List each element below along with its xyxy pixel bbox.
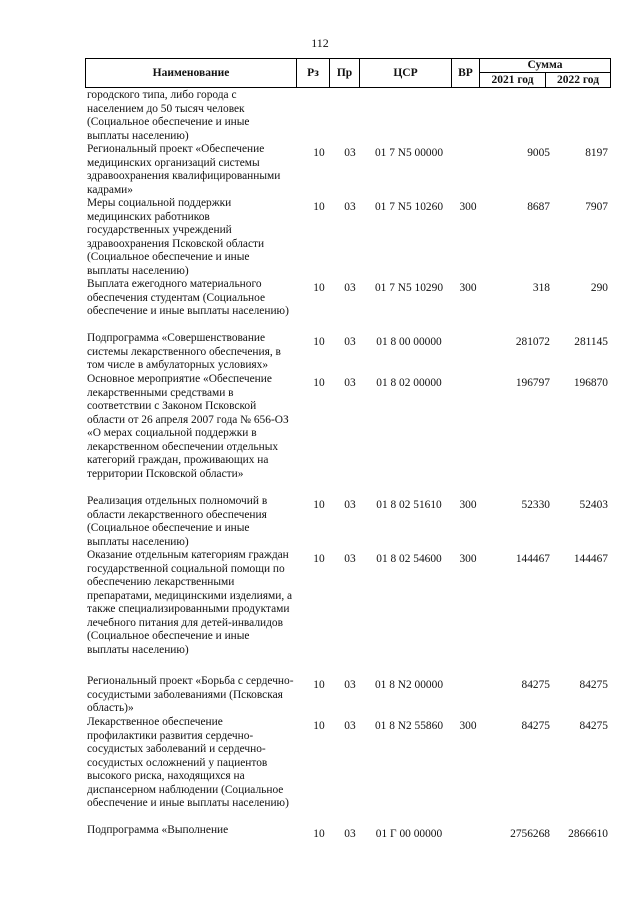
row-pr: 03 — [344, 720, 356, 732]
row-sum-2022: 196870 — [573, 377, 608, 389]
table-row — [87, 332, 610, 373]
header-csr: ЦСР — [360, 59, 452, 88]
row-csr: 01 7 N5 10260 — [374, 201, 444, 213]
row-sum-2021: 9005 — [527, 147, 550, 159]
row-csr: 01 8 02 00000 — [376, 377, 442, 389]
row-sum-2021: 144467 — [515, 553, 550, 565]
row-csr: 01 7 N5 10290 — [374, 282, 444, 294]
row-name: Региональный проект «Борьба с сердечно-сосудистыми заболеваниями (Псковская область)» — [87, 675, 294, 714]
header-name: Наименование — [86, 59, 297, 88]
row-sum-2022: 84275 — [579, 679, 608, 691]
row-name: Основное мероприятие «Обеспечение лекарственными средствами в соответствии с Законом Псковской области от 26 апреля 2007 года № 656-ОЗ «О мерах социальной поддержки в лекарственном обеспечении отдельных категорий граждан, проживающих на территории Псковской области» — [87, 373, 289, 480]
row-csr: 01 8 02 54600 — [376, 553, 442, 565]
row-sum-2021: 84275 — [521, 720, 550, 732]
table-row — [87, 675, 610, 716]
row-sum-2021: 2756268 — [510, 828, 550, 840]
row-name: Выплата ежегодного материального обеспечения студентам (Социальное обеспечение и иные выплаты населению) — [87, 278, 289, 317]
row-vr: 300 — [459, 201, 477, 213]
row-pr: 03 — [344, 553, 356, 565]
row-sum-2022: 7907 — [585, 201, 608, 213]
row-csr: 01 8 N2 00000 — [374, 679, 444, 691]
row-csr: 01 8 00 00000 — [376, 336, 442, 348]
row-sum-2022: 281145 — [574, 336, 608, 348]
row-name: Подпрограмма «Выполнение — [87, 824, 229, 836]
row-vr: 300 — [459, 720, 477, 732]
row-rz: 10 — [313, 201, 325, 213]
row-rz: 10 — [313, 499, 325, 511]
row-rz: 10 — [313, 828, 325, 840]
row-sum-2022: 144467 — [573, 553, 608, 565]
table-row — [87, 89, 610, 143]
table-row — [87, 143, 610, 197]
row-name: Реализация отдельных полномочий в области лекарственного обеспечения (Социальное обеспечение и иные выплаты населению) — [87, 495, 268, 548]
row-rz: 10 — [313, 336, 325, 348]
row-sum-2022: 52403 — [579, 499, 608, 511]
header-vr: ВР — [452, 59, 480, 88]
table-row — [87, 495, 610, 549]
row-sum-2022: 84275 — [579, 720, 608, 732]
row-pr: 03 — [344, 828, 356, 840]
row-pr: 03 — [344, 377, 356, 389]
row-sum-2021: 84275 — [521, 679, 550, 691]
row-rz: 10 — [313, 377, 325, 389]
row-pr: 03 — [344, 679, 356, 691]
table-header — [85, 58, 611, 88]
row-name: Подпрограмма «Совершенствование системы лекарственного обеспечения, в том числе в амбулаторных условиях» — [87, 332, 281, 371]
row-vr: 300 — [459, 499, 477, 511]
row-sum-2021: 196797 — [515, 377, 550, 389]
row-vr: 300 — [459, 282, 477, 294]
table-row — [87, 824, 610, 844]
row-name: Лекарственное обеспечение профилактики развития сердечно-сосудистых заболеваний и сердечно-сосудистых осложнений у пациентов высокого риска, находящихся на диспансерном наблюдении (Социальное обеспечение и иные выплаты населению) — [87, 716, 289, 809]
row-pr: 03 — [344, 282, 356, 294]
row-csr: 01 8 N2 55860 — [374, 720, 444, 732]
table-body — [87, 89, 610, 844]
table-row — [87, 278, 610, 332]
row-pr: 03 — [344, 147, 356, 159]
row-rz: 10 — [313, 720, 325, 732]
header-rz: Рз — [297, 59, 330, 88]
table-row — [87, 549, 610, 675]
row-name: Оказание отдельным категориям граждан государственной социальной помощи по обеспечению лекарственными препаратами, медицинскими изделиями, а также специализированными продуктами лечебного питания для детей-инвалидов (Социальное обеспечение и иные выплаты населению) — [87, 549, 293, 656]
header-year-2022: 2022 год — [546, 73, 611, 88]
row-pr: 03 — [344, 499, 356, 511]
header-sum: Сумма — [480, 59, 611, 73]
row-csr: 01 8 02 51610 — [376, 499, 442, 511]
row-sum-2021: 318 — [532, 282, 550, 294]
row-sum-2022: 8197 — [585, 147, 608, 159]
row-sum-2022: 2866610 — [568, 828, 608, 840]
table-row — [87, 373, 610, 495]
row-csr: 01 7 N5 00000 — [374, 147, 444, 159]
row-name: Меры социальной поддержки медицинских работников государственных учреждений здравоохранения Псковской области (Социальное обеспечение и иные выплаты населению) — [87, 197, 265, 277]
row-rz: 10 — [313, 282, 325, 294]
row-pr: 03 — [344, 336, 356, 348]
row-vr: 300 — [459, 553, 477, 565]
row-sum-2022: 290 — [590, 282, 608, 294]
table-row — [87, 716, 610, 824]
table-row — [87, 197, 610, 278]
header-year-2021: 2021 год — [480, 73, 546, 88]
row-pr: 03 — [344, 201, 356, 213]
row-name: городского типа, либо города с населением до 50 тысяч человек (Социальное обеспечение и иные выплаты населению) — [87, 89, 250, 142]
row-sum-2021: 281072 — [515, 336, 550, 348]
row-csr: 01 Г 00 00000 — [375, 828, 443, 840]
page-number: 112 — [311, 36, 329, 50]
row-rz: 10 — [313, 553, 325, 565]
row-sum-2021: 52330 — [521, 499, 550, 511]
row-rz: 10 — [313, 679, 325, 691]
row-sum-2021: 8687 — [527, 201, 550, 213]
row-rz: 10 — [313, 147, 325, 159]
row-name: Региональный проект «Обеспечение медицинских организаций системы здравоохранения квалифицированными кадрами» — [87, 143, 281, 196]
header-pr: Пр — [330, 59, 360, 88]
